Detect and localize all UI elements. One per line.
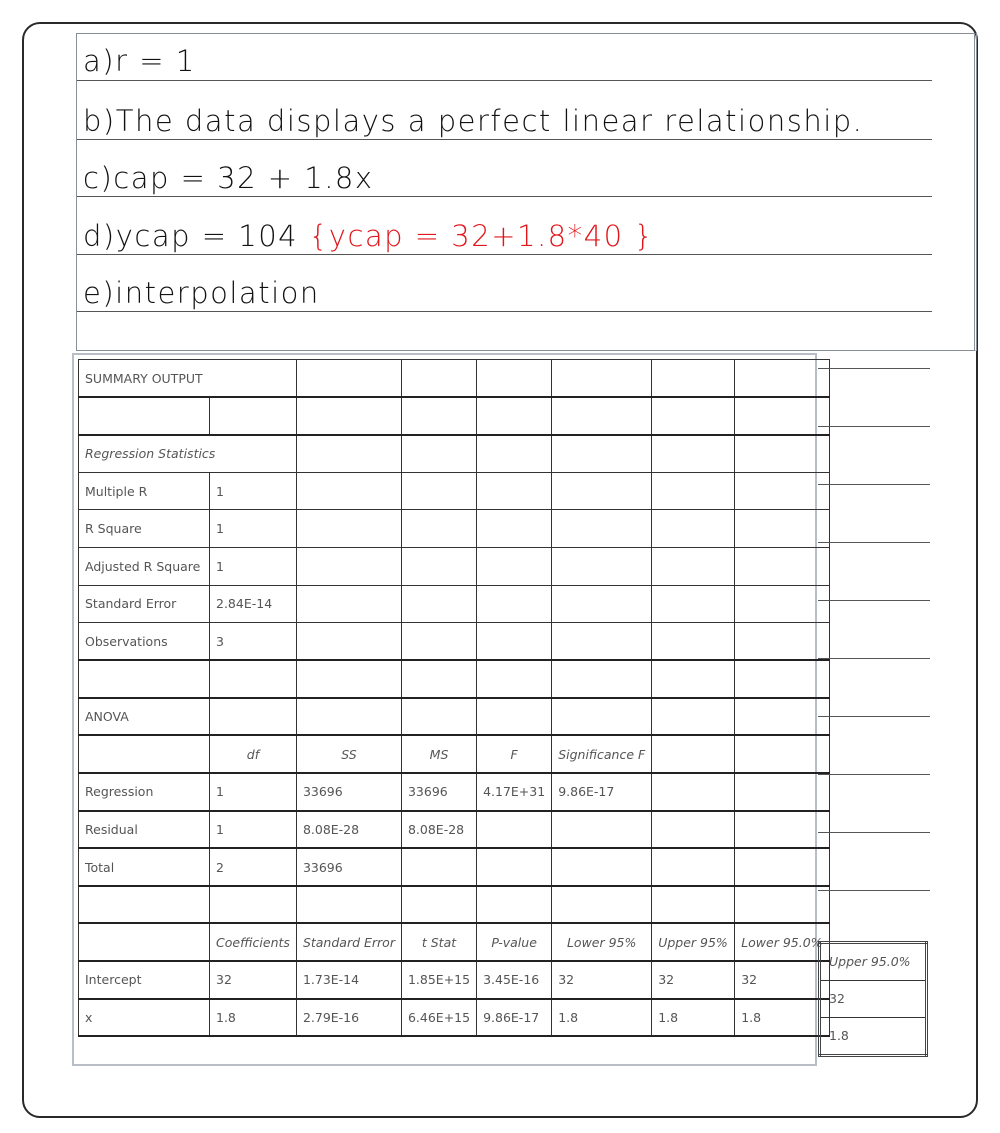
anova-header-row: df SS MS F Significance F xyxy=(79,735,830,773)
table-row xyxy=(79,886,830,924)
table-row: Standard Error 2.84E-14 xyxy=(79,585,830,623)
ruled-line xyxy=(77,139,932,140)
ruled-line xyxy=(77,80,932,81)
answer-c: c)cap = 32 + 1.8x xyxy=(83,161,374,195)
ruled-line xyxy=(77,311,932,312)
regression-statistics-heading: Regression Statistics xyxy=(79,435,297,473)
table-row xyxy=(79,698,830,736)
ruled-line xyxy=(818,368,930,369)
answer-d-working: {ycap = 32+1.8*40 } xyxy=(308,219,655,253)
ruled-line xyxy=(818,426,930,427)
table-row xyxy=(79,360,830,398)
coefficients-header-row: Coefficients Standard Error t Stat P-value Lower 95% Upper 95% Lower 95.0% xyxy=(79,923,830,961)
answer-a: a)r = 1 xyxy=(83,44,196,78)
answer-e: e)interpolation xyxy=(83,276,320,310)
table-row: x 1.8 2.79E-16 6.46E+15 9.86E-17 1.8 1.8 1.8 xyxy=(79,999,830,1037)
ruled-line xyxy=(77,254,932,255)
anova-heading: ANOVA xyxy=(79,698,210,736)
table-row xyxy=(79,660,830,698)
regression-summary-table xyxy=(78,359,830,1037)
table-row: Adjusted R Square 1 xyxy=(79,547,830,585)
ruled-line xyxy=(818,716,930,717)
summary-title: SUMMARY OUTPUT xyxy=(79,360,297,398)
table-row xyxy=(79,397,830,435)
ruled-line xyxy=(818,484,930,485)
table-row: R Square 1 xyxy=(79,510,830,548)
answer-d: d)ycap = 104 {ycap = 32+1.8*40 } xyxy=(83,219,655,253)
ruled-line xyxy=(818,832,930,833)
table-row xyxy=(79,435,830,473)
upper-95-column: Upper 95.0% 32 1.8 xyxy=(818,941,928,1057)
ruled-line xyxy=(818,774,930,775)
ruled-line xyxy=(818,890,930,891)
ruled-line xyxy=(818,658,930,659)
table-row: Multiple R 1 xyxy=(79,472,830,510)
answer-b: b)The data displays a perfect linear relationship. xyxy=(83,104,864,138)
table-row: Observations 3 xyxy=(79,623,830,661)
table-row: Regression 1 33696 33696 4.17E+31 9.86E-17 xyxy=(79,773,830,811)
table-row: Intercept 32 1.73E-14 1.85E+15 3.45E-16 32 32 32 xyxy=(79,961,830,999)
ruled-line xyxy=(818,600,930,601)
ruled-line xyxy=(77,196,932,197)
answers-panel xyxy=(76,33,977,351)
table-row: Total 2 33696 xyxy=(79,848,830,886)
table-row: Residual 1 8.08E-28 8.08E-28 xyxy=(79,811,830,849)
ruled-line xyxy=(818,542,930,543)
